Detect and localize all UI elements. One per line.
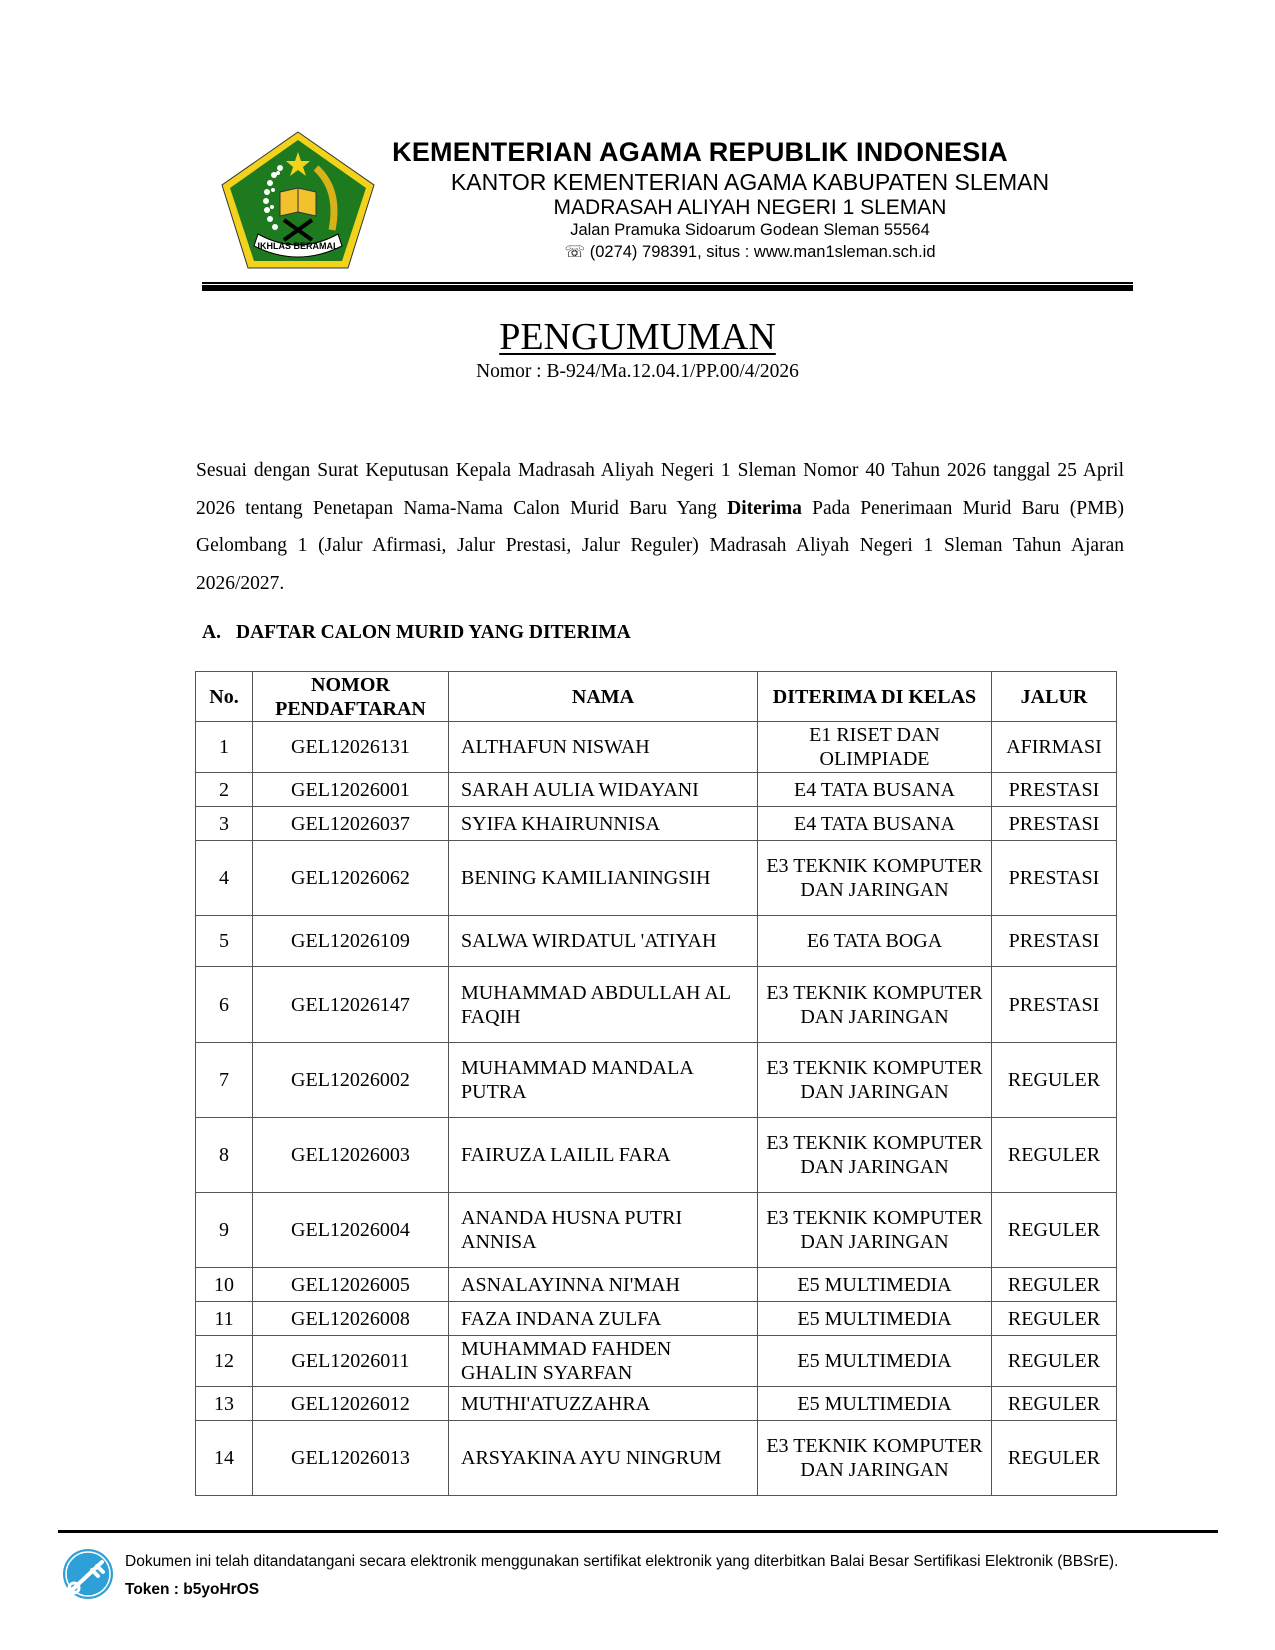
table-row (196, 916, 1117, 967)
admitted-class: E4 TATA BUSANA (758, 773, 992, 807)
row-number: 10 (196, 1268, 253, 1302)
student-name: ANANDA HUSNA PUTRI ANNISA (449, 1193, 758, 1268)
footer-divider (58, 1530, 1218, 1533)
admitted-class: E3 TEKNIK KOMPUTER DAN JARINGAN (758, 967, 992, 1043)
table-row (196, 1336, 1117, 1387)
student-name: ALTHAFUN NISWAH (449, 722, 758, 773)
student-name: ASNALAYINNA NI'MAH (449, 1268, 758, 1302)
registration-number: GEL12026008 (253, 1302, 449, 1336)
table-row (196, 1268, 1117, 1302)
signature-token: Token : b5yoHrOS (125, 1581, 260, 1598)
header-route: JALUR (992, 672, 1117, 722)
admitted-class: E5 MULTIMEDIA (758, 1336, 992, 1387)
table-row (196, 1118, 1117, 1193)
bsre-key-icon (62, 1548, 114, 1600)
table-header-row (196, 672, 1117, 722)
table-row (196, 1302, 1117, 1336)
admitted-class: E6 TATA BOGA (758, 916, 992, 967)
admission-route: REGULER (992, 1421, 1117, 1496)
document-title: PENGUMUMAN (499, 316, 776, 358)
admitted-class: E3 TEKNIK KOMPUTER DAN JARINGAN (758, 1421, 992, 1496)
admission-route: REGULER (992, 1302, 1117, 1336)
row-number: 1 (196, 722, 253, 773)
registration-number: GEL12026109 (253, 916, 449, 967)
row-number: 2 (196, 773, 253, 807)
row-number: 9 (196, 1193, 253, 1268)
admission-route: REGULER (992, 1118, 1117, 1193)
table-row (196, 807, 1117, 841)
admission-route: PRESTASI (992, 916, 1117, 967)
header-registration-number: NOMOR PENDAFTARAN (253, 672, 449, 722)
admission-route: PRESTASI (992, 841, 1117, 916)
row-number: 14 (196, 1421, 253, 1496)
admitted-class: E3 TEKNIK KOMPUTER DAN JARINGAN (758, 1193, 992, 1268)
admission-route: REGULER (992, 1193, 1117, 1268)
student-name: MUTHI'ATUZZAHRA (449, 1387, 758, 1421)
header-name: NAMA (449, 672, 758, 722)
row-number: 8 (196, 1118, 253, 1193)
registration-number: GEL12026004 (253, 1193, 449, 1268)
letterhead-divider-thin (202, 282, 1133, 284)
student-name: SYIFA KHAIRUNNISA (449, 807, 758, 841)
letterhead-address: Jalan Pramuka Sidoarum Godean Sleman 55564 (570, 221, 930, 239)
student-name: FAZA INDANA ZULFA (449, 1302, 758, 1336)
header-class: DITERIMA DI KELAS (758, 672, 992, 722)
registration-number: GEL12026037 (253, 807, 449, 841)
intro-paragraph: Sesuai dengan Surat Keputusan Kepala Madrasah Aliyah Negeri 1 Sleman Nomor 40 Tahun 2026 tanggal 25 April 2026 tentang Penetapan Nama-Nama Calon Murid Baru Yang Diterima Pada Penerimaan Murid Baru (PMB) Gelombang 1 (Jalur Afirmasi, Jalur Prestasi, Jalur Reguler) Madrasah Aliyah Negeri 1 Sleman Tahun Ajaran 2026/2027. (196, 460, 1124, 594)
registration-number: GEL12026013 (253, 1421, 449, 1496)
section-heading: A. DAFTAR CALON MURID YANG DITERIMA (202, 622, 631, 643)
admission-route: PRESTASI (992, 807, 1117, 841)
admitted-class: E3 TEKNIK KOMPUTER DAN JARINGAN (758, 1118, 992, 1193)
student-name: ARSYAKINA AYU NINGRUM (449, 1421, 758, 1496)
admission-route: REGULER (992, 1268, 1117, 1302)
ministry-logo-icon (218, 130, 378, 270)
registration-number: GEL12026131 (253, 722, 449, 773)
registration-number: GEL12026011 (253, 1336, 449, 1387)
admitted-class: E3 TEKNIK KOMPUTER DAN JARINGAN (758, 1043, 992, 1118)
letterhead-ministry: KEMENTERIAN AGAMA REPUBLIK INDONESIA (392, 137, 1008, 167)
admitted-class: E5 MULTIMEDIA (758, 1268, 992, 1302)
admitted-class: E3 TEKNIK KOMPUTER DAN JARINGAN (758, 841, 992, 916)
signature-note: Dokumen ini telah ditandatangani secara elektronik menggunakan sertifikat elektronik yang diterbitkan Balai Besar Sertifikasi Elektronik (BBSrE). (125, 1553, 1119, 1570)
admitted-class: E5 MULTIMEDIA (758, 1387, 992, 1421)
bold-diterima: Diterima (727, 497, 802, 519)
row-number: 4 (196, 841, 253, 916)
table-row (196, 1193, 1117, 1268)
student-name: SARAH AULIA WIDAYANI (449, 773, 758, 807)
student-name: SALWA WIRDATUL 'ATIYAH (449, 916, 758, 967)
registration-number: GEL12026005 (253, 1268, 449, 1302)
row-number: 3 (196, 807, 253, 841)
letterhead-divider-thick (202, 285, 1133, 291)
contact-text: (0274) 798391, situs : www.man1sleman.sch.id (589, 243, 936, 261)
student-name: MUHAMMAD MANDALA PUTRA (449, 1043, 758, 1118)
registration-number: GEL12026012 (253, 1387, 449, 1421)
letterhead-office: KANTOR KEMENTERIAN AGAMA KABUPATEN SLEMAN (450, 169, 1050, 195)
admission-route: REGULER (992, 1336, 1117, 1387)
admitted-class: E5 MULTIMEDIA (758, 1302, 992, 1336)
registration-number: GEL12026062 (253, 841, 449, 916)
admission-route: AFIRMASI (992, 722, 1117, 773)
table-row (196, 1421, 1117, 1496)
row-number: 13 (196, 1387, 253, 1421)
student-name: MUHAMMAD FAHDEN GHALIN SYARFAN (449, 1336, 758, 1387)
row-number: 12 (196, 1336, 253, 1387)
phone-icon: ☏ (564, 243, 586, 261)
header-no: No. (196, 672, 253, 722)
document-number: Nomor : B-924/Ma.12.04.1/PP.00/4/2026 (476, 361, 799, 382)
admitted-students-table (195, 671, 1117, 1496)
student-name: MUHAMMAD ABDULLAH AL FAQIH (449, 967, 758, 1043)
admission-route: PRESTASI (992, 773, 1117, 807)
row-number: 5 (196, 916, 253, 967)
table-row (196, 1387, 1117, 1421)
student-name: BENING KAMILIANINGSIH (449, 841, 758, 916)
letterhead-contact (430, 242, 1070, 262)
admission-route: REGULER (992, 1043, 1117, 1118)
admitted-class: E4 TATA BUSANA (758, 807, 992, 841)
table-row (196, 967, 1117, 1043)
registration-number: GEL12026002 (253, 1043, 449, 1118)
registration-number: GEL12026003 (253, 1118, 449, 1193)
registration-number: GEL12026147 (253, 967, 449, 1043)
row-number: 6 (196, 967, 253, 1043)
registration-number: GEL12026001 (253, 773, 449, 807)
table-row (196, 841, 1117, 916)
student-name: FAIRUZA LAILIL FARA (449, 1118, 758, 1193)
letterhead-school: MADRASAH ALIYAH NEGERI 1 SLEMAN (553, 196, 947, 219)
table-row (196, 722, 1117, 773)
admitted-class: E1 RISET DAN OLIMPIADE (758, 722, 992, 773)
table-row (196, 1043, 1117, 1118)
admission-route: REGULER (992, 1387, 1117, 1421)
admission-route: PRESTASI (992, 967, 1117, 1043)
row-number: 7 (196, 1043, 253, 1118)
table-row (196, 773, 1117, 807)
row-number: 11 (196, 1302, 253, 1336)
svg-text:IKHLAS BERAMAL: IKHLAS BERAMAL (257, 241, 339, 251)
